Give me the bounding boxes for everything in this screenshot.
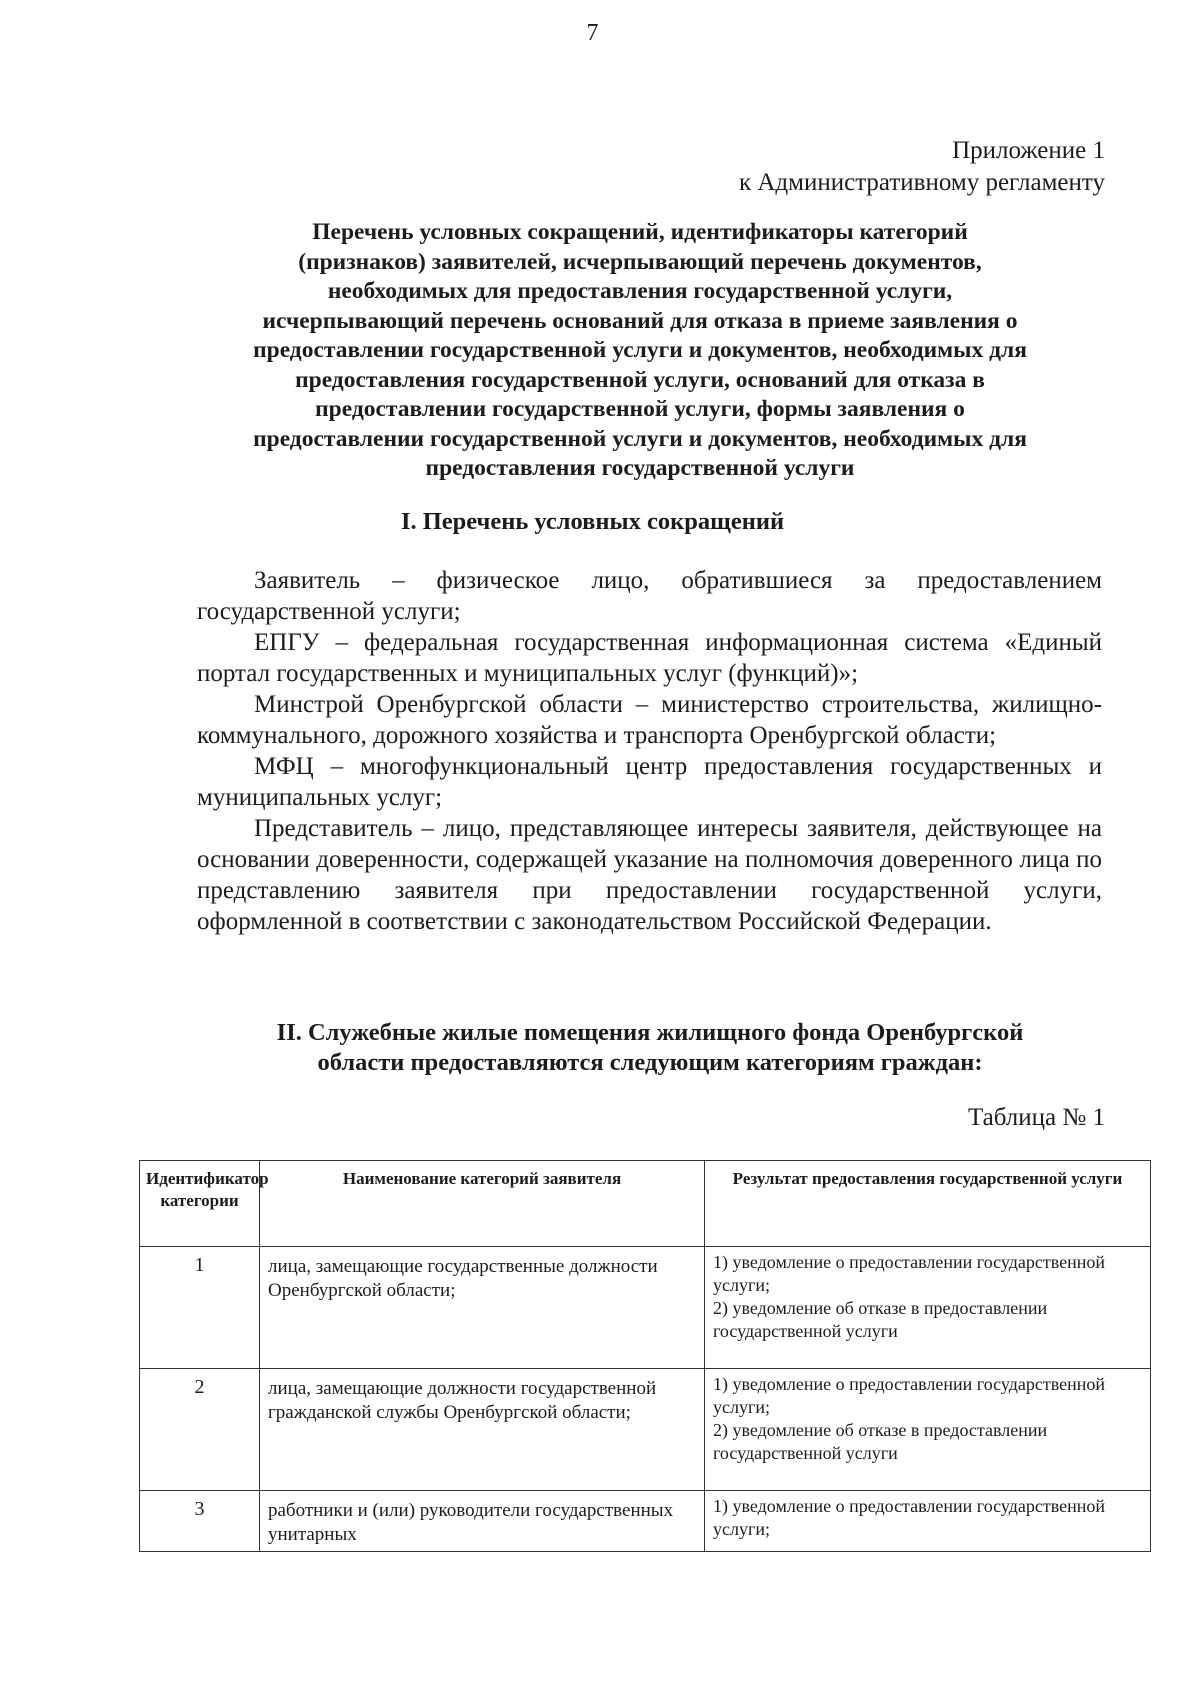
abbreviation-paragraph: Минстрой Оренбургской области – министерство строительства, жилищно-коммунального, дорожного хозяйства и транспорта Оренбургской области; bbox=[197, 691, 1102, 749]
section-2-heading-line-1: II. Служебные жилые помещения жилищного фонда Оренбургской bbox=[276, 1019, 1024, 1046]
title-line: предоставлении государственной услуги и документов, необходимых для bbox=[253, 425, 1027, 452]
abbreviations-list bbox=[197, 565, 1102, 937]
title-line: (признаков) заявителей, исчерпывающий перечень документов, bbox=[298, 248, 982, 275]
title-line: предоставления государственной услуги bbox=[425, 455, 855, 481]
page-number: 7 bbox=[586, 20, 599, 46]
table-row bbox=[140, 1491, 1151, 1552]
title-line: предоставлении государственной услуги, формы заявления о bbox=[315, 396, 965, 422]
title-line: Перечень условных сокращений, идентификаторы категорий bbox=[312, 219, 968, 245]
category-result bbox=[705, 1247, 1151, 1369]
table-header-row bbox=[140, 1161, 1151, 1247]
header-name: Наименование категорий заявителя bbox=[260, 1161, 705, 1247]
category-name: работники и (или) руководители государственных унитарных bbox=[268, 1500, 674, 1545]
category-result bbox=[705, 1491, 1151, 1552]
document-title bbox=[160, 218, 1120, 484]
section-2-heading bbox=[180, 1018, 1120, 1078]
title-line: необходимых для предоставления государственной услуги, bbox=[327, 278, 953, 304]
categories-table bbox=[139, 1160, 1151, 1552]
appendix-line-1: Приложение 1 bbox=[952, 137, 1105, 164]
title-line: предоставлении государственной услуги и документов, необходимых для bbox=[253, 337, 1027, 363]
category-id: 2 bbox=[140, 1369, 260, 1491]
header-result: Результат предоставления государственной услуги bbox=[705, 1161, 1151, 1247]
abbreviation-paragraph: Заявитель – физическое лицо, обратившиеся за предоставлением государственной услуги; bbox=[197, 567, 1102, 625]
category-name: лица, замещающие государственные должности Оренбургской области; bbox=[260, 1247, 705, 1369]
result-item: 2) уведомление об отказе в предоставлении государственной услуги bbox=[713, 1298, 1048, 1341]
category-id: 1 bbox=[140, 1247, 260, 1369]
table-caption: Таблица № 1 bbox=[967, 1104, 1105, 1131]
section-1-heading: I. Перечень условных сокращений bbox=[400, 508, 785, 535]
header-id: Идентификатор категории bbox=[140, 1161, 260, 1247]
result-item: 1) уведомление о предоставлении государственной услуги; bbox=[713, 1252, 1106, 1295]
category-result bbox=[705, 1369, 1151, 1491]
abbreviation-paragraph: МФЦ – многофункциональный центр предоставления государственных и муниципальных услуг; bbox=[197, 753, 1102, 811]
appendix-note bbox=[739, 135, 1105, 199]
table-row bbox=[140, 1247, 1151, 1369]
section-2-heading-line-2: области предоставляются следующим категориям граждан: bbox=[317, 1049, 983, 1076]
result-item: 1) уведомление о предоставлении государственной услуги; bbox=[713, 1496, 1106, 1539]
abbreviation-paragraph: Представитель – лицо, представляющее интересы заявителя, действующее на основании доверенности, содержащей указание на полномочия доверенного лица по представлению заявителя при предоставлении государственной услуги, оформленной в соответствии с законодательством Российской Федерации. bbox=[197, 815, 1102, 935]
appendix-line-2: к Административному регламенту bbox=[738, 169, 1105, 196]
category-name: лица, замещающие должности государственной гражданской службы Оренбургской области; bbox=[260, 1369, 705, 1491]
table-row bbox=[140, 1369, 1151, 1491]
result-item: 1) уведомление о предоставлении государственной услуги; bbox=[713, 1374, 1106, 1417]
abbreviation-paragraph: ЕПГУ – федеральная государственная информационная система «Единый портал государственных и муниципальных услуг (функций)»; bbox=[197, 629, 1102, 687]
title-line: исчерпывающий перечень оснований для отказа в приеме заявления о bbox=[262, 307, 1018, 334]
category-id: 3 bbox=[140, 1491, 260, 1552]
title-line: предоставления государственной услуги, оснований для отказа в bbox=[295, 366, 985, 393]
result-item: 2) уведомление об отказе в предоставлении государственной услуги bbox=[713, 1420, 1048, 1463]
category-name-cell bbox=[260, 1491, 705, 1552]
